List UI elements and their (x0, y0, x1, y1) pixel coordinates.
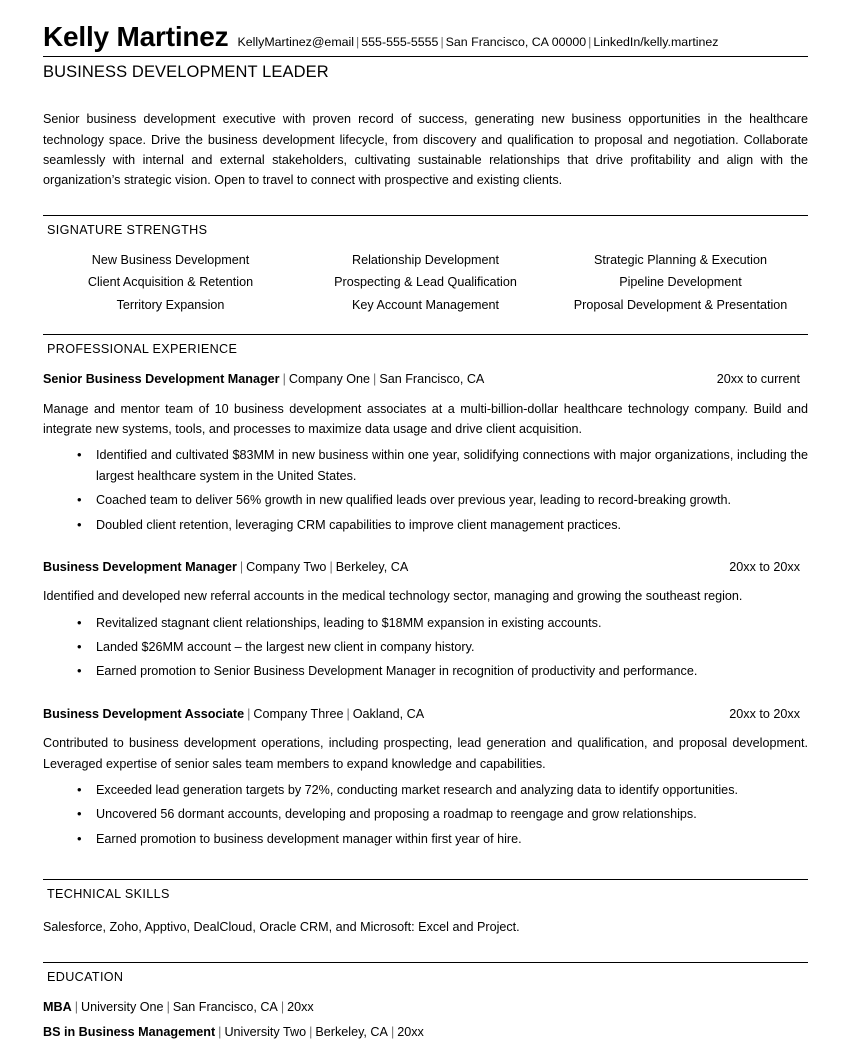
spacer (43, 316, 808, 334)
job-separator: | (373, 372, 377, 387)
strength-item: Proposal Development & Presentation (573, 297, 788, 312)
job-separator: | (282, 372, 286, 387)
strength-item: Territory Expansion (116, 297, 225, 312)
job-location: Berkeley, CA (335, 559, 409, 574)
job-description: Manage and mentor team of 10 business development associates at a multi-billion-dollar healthcare technology company. Build and integrate new systems, tools, and processes to maximize data usage and drive client acquisition. (43, 401, 808, 436)
job-description: Identified and developed new referral accounts in the medical technology sector, managing and growing the southeast region. (43, 589, 743, 604)
contact-phone: 555-555-5555 (361, 35, 439, 49)
experience-entry (43, 371, 808, 535)
education-separator: | (390, 1025, 395, 1040)
contact-line (237, 36, 718, 50)
education-degree: BS in Business Management (43, 1025, 216, 1040)
job-dates: 20xx to 20xx (729, 559, 800, 574)
education-separator: | (166, 999, 170, 1014)
job-bullet: • Uncovered 56 dormant accounts, developing and proposing a roadmap to reengage and grow relationships. (43, 804, 808, 824)
contact-linkedin: LinkedIn/kelly.martinez (593, 35, 719, 49)
strength-item: Pipeline Development (619, 275, 742, 290)
contact-separator: | (440, 35, 444, 49)
job-location: San Francisco, CA (379, 372, 485, 387)
candidate-name: Kelly Martinez (43, 21, 229, 52)
contact-separator: | (356, 35, 360, 49)
education-title: EDUCATION (47, 969, 124, 984)
experience-entry (43, 706, 808, 849)
education-divider (43, 962, 808, 963)
job-bullet: • Exceeded lead generation targets by 72%, conducting market research and analyzing data to identify opportunities. (43, 780, 808, 800)
strength-item: Relationship Development (351, 252, 499, 267)
job-bullet-list (43, 613, 808, 682)
job-dates: 20xx to current (716, 372, 800, 387)
job-company: Company Three (253, 706, 344, 721)
job-bullet: • Landed $26MM account – the largest new client in company history. (43, 637, 808, 657)
education-separator: | (218, 1025, 222, 1040)
education-year: 20xx (287, 999, 314, 1014)
resume-header (43, 0, 808, 51)
job-bullet-list (43, 445, 808, 535)
job-separator: | (346, 706, 350, 721)
job-title: Business Development Manager (43, 559, 237, 574)
experience-title: PROFESSIONAL EXPERIENCE (47, 342, 238, 357)
job-identity (43, 371, 484, 387)
professional-summary: Senior business development executive with proven record of success, generating new business opportunities in the healthcare technology space. Drive the business development lifecycle, from discovery and qualification to proposal and negotiation. Collaborate seamlessly with internal and external stakeholders, cultivating sustainable relationships that drive profitability and align with the organization’s strategic vision. Open to travel to connect with prospective and existing clients. (43, 112, 808, 188)
education-entry (43, 1022, 808, 1042)
education-year: 20xx (397, 1025, 424, 1040)
job-title: Senior Business Development Manager (43, 372, 280, 387)
job-bullet-list (43, 780, 808, 849)
strength-item: New Business Development (91, 252, 250, 267)
spacer (43, 938, 808, 962)
experience-entry (43, 559, 808, 682)
job-bullet: • Doubled client retention, leveraging CRM capabilities to improve client management practices. (43, 515, 808, 535)
job-separator: | (247, 706, 251, 721)
job-header (43, 559, 808, 575)
spacer (43, 849, 808, 879)
technical-skills-divider (43, 879, 808, 880)
contact-email: KellyMartinez@email (237, 35, 355, 49)
contact-location: San Francisco, CA 00000 (445, 35, 587, 49)
education-separator: | (280, 999, 285, 1014)
job-dates: 20xx to 20xx (729, 706, 800, 721)
strength-item: Key Account Management (351, 297, 500, 312)
signature-strengths-title: SIGNATURE STRENGTHS (47, 222, 208, 237)
job-identity (43, 559, 408, 575)
education-school: University One (80, 999, 164, 1014)
signature-strengths-grid (43, 249, 808, 316)
technical-skills-text: Salesforce, Zoho, Apptivo, DealCloud, Oracle CRM, and Microsoft: Excel and Project. (43, 920, 520, 935)
job-location: Oakland, CA (352, 706, 425, 721)
spacer (43, 535, 808, 559)
job-separator: | (239, 559, 244, 574)
education-location: San Francisco, CA (172, 999, 278, 1014)
education-separator: | (74, 999, 78, 1014)
header-divider (43, 56, 808, 57)
strength-item: Prospecting & Lead Qualification (334, 275, 517, 290)
job-title: Business Development Associate (43, 706, 245, 721)
job-bullet: • Earned promotion to Senior Business Development Manager in recognition of productivity and performance. (43, 661, 808, 681)
education-entry (43, 997, 808, 1017)
technical-skills-title: TECHNICAL SKILLS (47, 887, 170, 902)
signature-strengths-divider (43, 215, 808, 216)
spacer (43, 191, 808, 215)
strength-item: Client Acquisition & Retention (87, 275, 254, 290)
job-bullet: • Identified and cultivated $83MM in new business within one year, solidifying connections with major organizations, including the largest healthcare system in the United States. (43, 445, 808, 486)
education-separator: | (309, 1025, 313, 1040)
job-identity (43, 706, 424, 722)
job-company: Company One (288, 372, 371, 387)
job-company: Company Two (246, 559, 327, 574)
job-header (43, 706, 808, 722)
job-bullet: • Earned promotion to business development manager within first year of hire. (43, 829, 808, 849)
job-header (43, 371, 808, 387)
contact-separator: | (588, 35, 592, 49)
job-separator: | (329, 559, 333, 574)
job-bullet: • Revitalized stagnant client relationships, leading to $18MM expansion in existing accounts. (43, 613, 808, 633)
strength-item: Strategic Planning & Execution (594, 252, 767, 267)
education-location: Berkeley, CA (315, 1025, 388, 1040)
education-school: University Two (224, 1025, 307, 1040)
job-description: Contributed to business development operations, including prospecting, lead generation and qualification, and proposal development. Leveraged expertise of senior sales team members to expand knowledge and capabilities. (43, 736, 808, 771)
experience-divider (43, 334, 808, 335)
job-bullet: • Coached team to deliver 56% growth in new qualified leads over previous year, leading to record-breaking growth. (43, 490, 808, 510)
professional-tagline: BUSINESS DEVELOPMENT LEADER (43, 63, 329, 82)
education-degree: MBA (43, 999, 72, 1014)
spacer (43, 682, 808, 706)
